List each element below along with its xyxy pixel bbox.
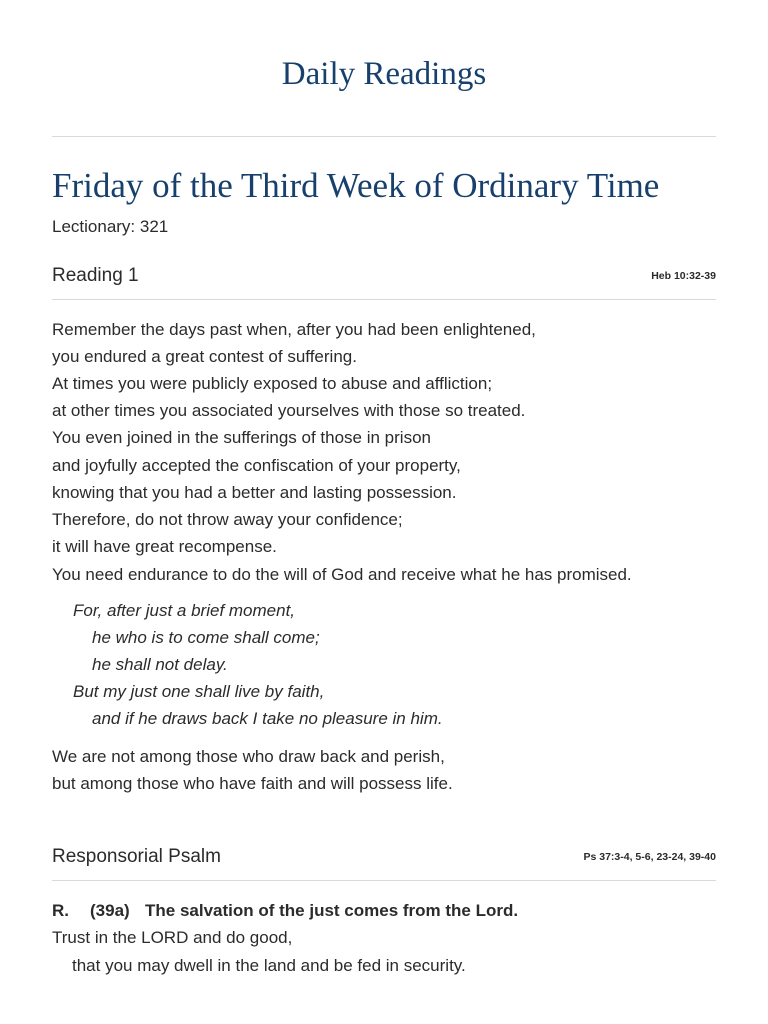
quote-line: he shall not delay. (92, 655, 228, 674)
page-title: Friday of the Third Week of Ordinary Time (52, 166, 660, 205)
reading1-line: You need endurance to do the will of God and receive what he has promised. (52, 565, 632, 584)
lectionary-number: Lectionary: 321 (52, 217, 169, 236)
psalm-header (52, 844, 716, 870)
reading1-line: knowing that you had a better and lasting possession. (52, 483, 457, 502)
response-text: The salvation of the just comes from the Lord. (145, 901, 519, 920)
response-number: (39a) (90, 901, 130, 920)
reading1-line: At times you were publicly exposed to abuse and affliction; (52, 374, 493, 393)
reading1-line: Remember the days past when, after you had been enlightened, (52, 320, 536, 339)
reading1-divider (52, 299, 716, 300)
reading1-line: Therefore, do not throw away your confidence; (52, 510, 403, 529)
header-divider (52, 136, 716, 137)
response-mark: R. (52, 901, 69, 920)
psalm-response (52, 897, 518, 924)
reading1-line: and joyfully accepted the confiscation of your property, (52, 456, 461, 475)
quote-line: and if he draws back I take no pleasure in him. (92, 709, 443, 728)
quote-line: he who is to come shall come; (92, 628, 320, 647)
reading1-line: You even joined in the sufferings of those in prison (52, 428, 431, 447)
reading1-line: you endured a great contest of suffering. (52, 347, 357, 366)
reading1-line: at other times you associated yourselves with those so treated. (52, 401, 526, 420)
reading1-line: it will have great recompense. (52, 537, 277, 556)
psalm-divider (52, 880, 716, 881)
reading1-closing-line: but among those who have faith and will possess life. (52, 774, 453, 793)
psalm-citation-link[interactable]: Ps 37:3-4, 5-6, 23-24, 39-40 (583, 851, 716, 863)
psalm-line: Trust in the LORD and do good, (52, 928, 293, 947)
reading1-closing-line: We are not among those who draw back and perish, (52, 747, 445, 766)
reading1-label: Reading 1 (52, 265, 139, 286)
reading1-citation-link[interactable]: Heb 10:32-39 (651, 270, 716, 282)
psalm-label: Responsorial Psalm (52, 846, 221, 867)
psalm-line: that you may dwell in the land and be fed in security. (72, 956, 466, 975)
site-title[interactable]: Daily Readings (281, 56, 487, 92)
quote-line: But my just one shall live by faith, (73, 682, 325, 701)
reading1-header (52, 263, 716, 289)
quote-line: For, after just a brief moment, (73, 601, 296, 620)
